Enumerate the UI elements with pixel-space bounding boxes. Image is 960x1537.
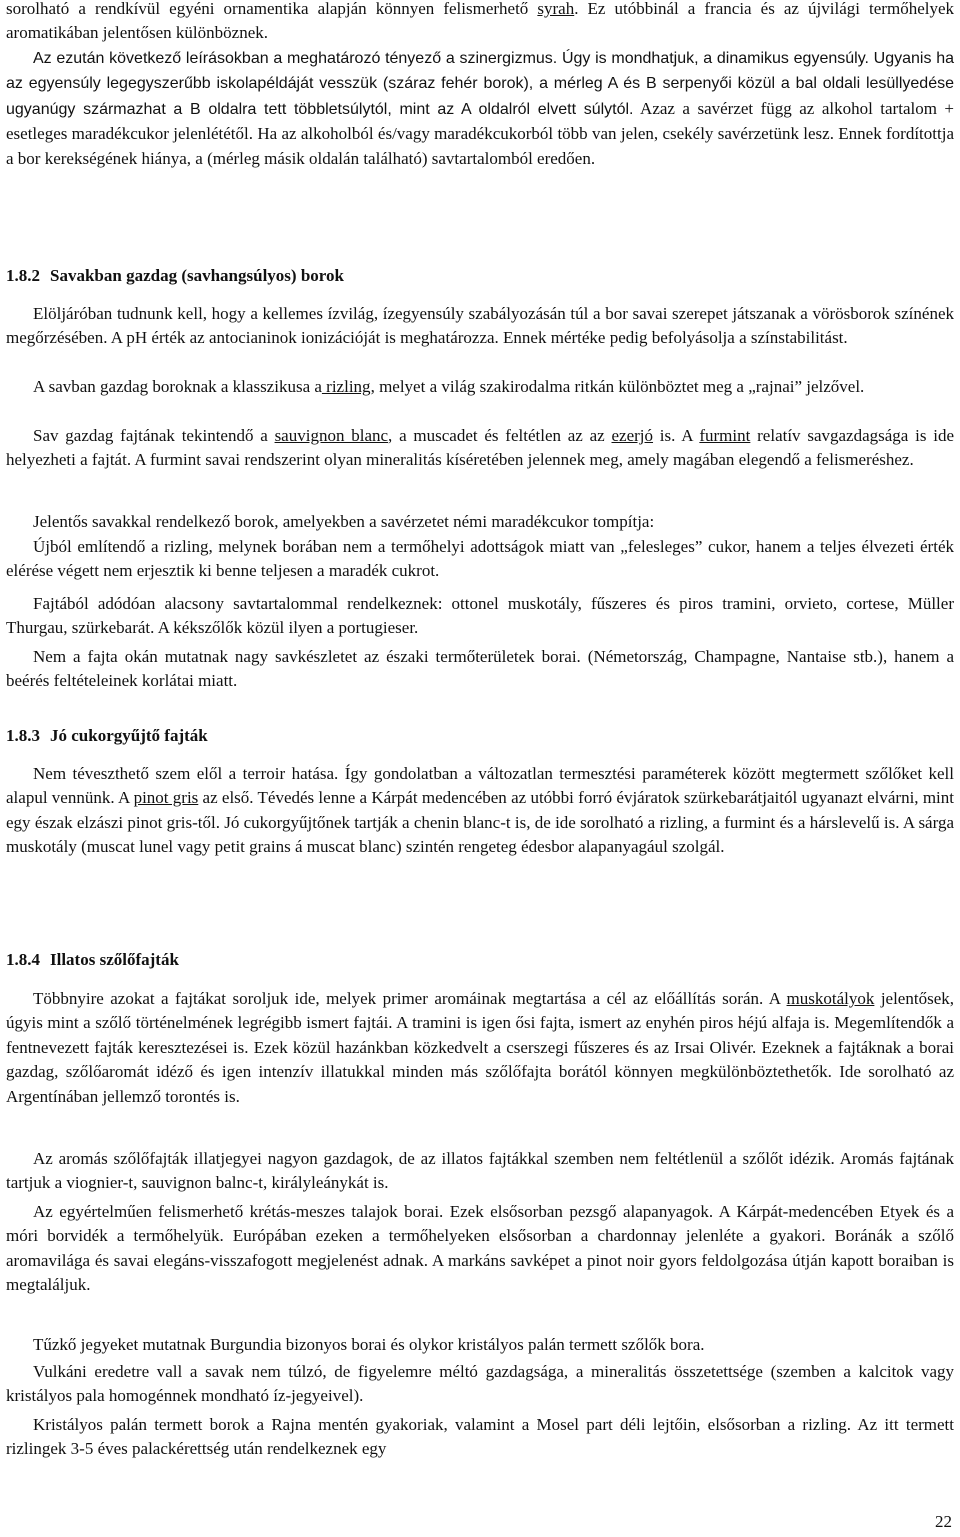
link-sauvignon-blanc[interactable]: sauvignon blanc (274, 426, 389, 445)
link-furmint[interactable]: furmint (699, 426, 751, 445)
s2-paragraph-1: Elöljáróban tudnunk kell, hogy a kellemes ízvilág, ízegyensúly szabályozásán túl a bor savai szerepet játszanak a vörösborok színének megőrzésében. A pH érték az antocianinok ionizációját is meghatározza. Ennek mértéke pedig befolyásolja a színstabilitást. (6, 304, 954, 348)
section-number: 1.8.3 (6, 726, 40, 745)
s2-paragraph-7: Nem a fajta okán mutatnak nagy savkészletet az északi termőterületek borai. (Németország, Champagne, Nantaise stb.), hanem a beérés feltételeinek korlátai miatt. (6, 647, 954, 691)
s4-paragraph-5: Vulkáni eredetre vall a savak nem túlzó, de figyelemre méltó gazdagsága, a mineralitás összetettsége (szemben a kalcitok vagy kristályos pala homogénnek mondható íz-jegyeivel). (6, 1362, 954, 1406)
s4-paragraph-6: Kristályos palán termett borok a Rajna mentén gyakoriak, valamint a Mosel part déli lejtőin, elsősorban a rizling. Az itt termett rizlingek 3-5 éves palackérettség után rendelkeznek egy (6, 1415, 954, 1459)
page-number: 22 (935, 1512, 952, 1531)
link-muskotalyok[interactable]: muskotályok (786, 989, 875, 1008)
section-number: 1.8.4 (6, 950, 40, 969)
s2-paragraph-5: Újból említendő a rizling, melynek borában nem a termőhelyi adottságok miatt van „felesleges” cukor, hanem a teljes élvezeti érték elérése végett nem erjesztik ki benne teljesen a maradék cukrot. (6, 537, 954, 581)
intro-paragraph-2: Az ezután következő leírásokban a meghatározó tényező a szinergizmus. Úgy is mondhatjuk, a dinamikus egyensúly. Ugyanis ha az egyensúly legegyszerűbb iskolapéldáját vesszük (száraz fehér borok), a mérleg A és B serpenyői közül a bal oldali lesüllyedése ugyanúgy származhat a B oldalra tett többletsúlytól, mint az A oldalról elvett súlytól. Azaz a savérzet függ az alkohol tartalom + esetleges maradékcukor jelenlététől. Ha az alkoholból és/vagy maradékcukorból több van jelen, csekély savérzetünk lesz. Ennek fordítottja a bor kerekségének hiánya, a (mérleg másik oldalán található) savtartalomból eredően. (6, 50, 954, 168)
section-heading-1-8-3 (6, 724, 208, 748)
section-number: 1.8.2 (6, 266, 40, 285)
s2-paragraph-2: A savban gazdag boroknak a klasszikusa a rizling, melyet a világ szakirodalma ritkán különböztet meg a „rajnai” jelzővel. (33, 377, 865, 396)
s3-paragraph-1: Nem téveszthető szem elől a terroir hatása. Így gondolatban a változatlan termesztési paraméterek között megtermett szőlőket kell alapul vennünk. A pinot gris az első. Tévedés lenne a Kárpát medencében az utóbbi forró évjáratok szürkebarátjaitól ugyanazt elvárni, mint egy észak elzászi pinot gris-től. Jó cukorgyűjtőnek tartják a chenin blanc-t is, de ide sorolható a rizling, a furmint és a hárslevelű is. A sárga muskotály (muscat lunel vagy petit grains á muscat blanc) szintén rengeteg édesbor alapanyagául szolgál. (6, 764, 955, 857)
section-title: Illatos szőlőfajták (50, 950, 179, 969)
s2-paragraph-6: Fajtából adódóan alacsony savtartalommal rendelkeznek: ottonel muskotály, fűszeres és piros tramini, orvieto, cortese, Müller Thurgau, szürkebarát. A kékszőlők közül ilyen a portugieser. (6, 594, 954, 638)
section-title: Savakban gazdag (savhangsúlyos) borok (50, 266, 344, 285)
s4-paragraph-3: Az egyértelműen felismerhető krétás-meszes talajok borai. Ezek elsősorban pezsgő alapanyagok. A Kárpát-medencében Etyek és a móri borvidék a termőhelyük. Európában ezeken a termőhelyeken elsősorban a chardonnay jelenléte a gyakori. Boránák a szőlő aromavilága és savai elegáns-visszafogott megjelenést adnak. A markáns savképet a pinot noir gyors feldolgozása útján kapott boraiban is megtaláljuk. (6, 1202, 954, 1295)
section-title: Jó cukorgyűjtő fajták (50, 726, 208, 745)
link-syrah[interactable]: syrah (537, 0, 575, 18)
link-pinot-gris[interactable]: pinot gris (133, 788, 199, 808)
s4-paragraph-4: Tűzkő jegyeket mutatnak Burgundia bizonyos borai és olykor kristályos palán termett szőlők bora. (33, 1335, 705, 1354)
section-heading-1-8-4 (6, 948, 179, 972)
s4-paragraph-1: Többnyire azokat a fajtákat soroljuk ide, melyek primer aromáinak megtartása a cél az előállítás során. A muskotályok jelentősek, úgyis mint a szőlő történelmének legrégibb ismert fajtái. A tramini is igen ősi fajta, ismert az enyhén piros héjú alfaja is. Megemlítendők a fentnevezett fajták keresztezései is. Ezek közül hazánkban közkedvelt a cserszegi fűszeres és az Irsai Olivér. Ezeknek a fajtáknak a borai gazdag, szőlőaromát idéző és igen intenzív illatukkal minden más szőlőfajta borától könnyen megkülönböztethetők. Ide sorolható az Argentínában jellemző torontés is. (6, 989, 954, 1106)
s2-paragraph-4: Jelentős savakkal rendelkező borok, amelyekben a savérzetet némi maradékcukor tompítja: (33, 512, 655, 531)
intro-paragraph-1: sorolható a rendkívül egyéni ornamentika alapján könnyen felismerhető syrah. Ez utóbbinál a francia és az újvilági termőhelyek aromatikában jelentősen különböznek. (6, 0, 955, 43)
link-ezerjo[interactable]: ezerjó (611, 426, 654, 445)
s4-paragraph-2: Az aromás szőlőfajták illatjegyei nagyon gazdagok, de az illatos fajtákkal szemben nem feltétlenül a szőlőt idézik. Aromás fajtának tartjuk a viognier-t, sauvignon balnc-t, királyleánykát is. (6, 1149, 954, 1193)
s2-paragraph-3: Sav gazdag fajtának tekintendő a sauvignon blanc, a muscadet és feltétlen az az ezerjó is. A furmint relatív savgazdagsága is ide helyezheti a fajtát. A furmint savai rendszerint olyan mineralitás kíséretében jelennek meg, amely magában elegendő a felismeréshez. (6, 426, 954, 470)
section-heading-1-8-2 (6, 264, 344, 288)
link-rizling[interactable]: rizling (321, 377, 371, 396)
